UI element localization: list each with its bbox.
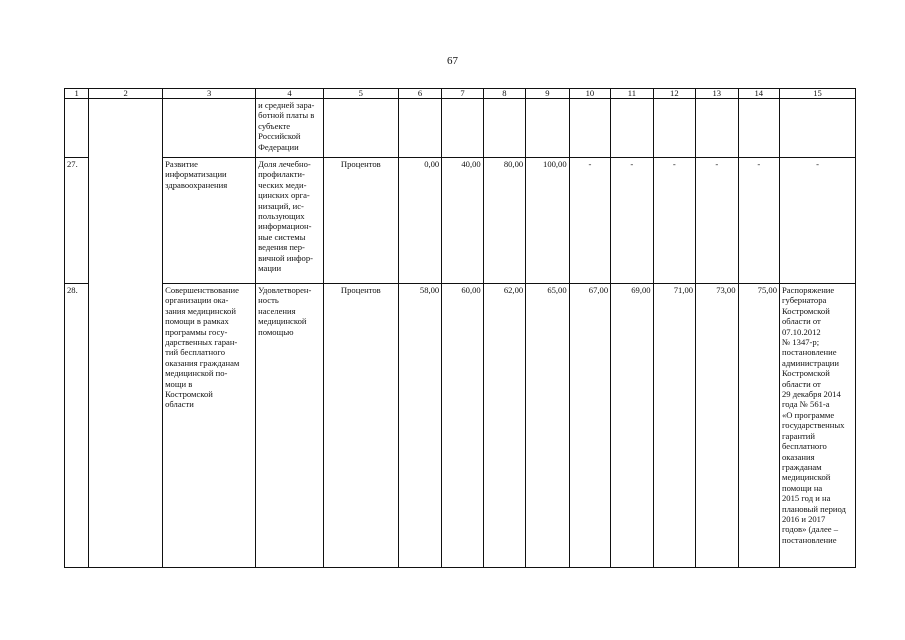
value-cell	[696, 99, 738, 158]
unit: Процентов	[323, 284, 398, 568]
column-number: 11	[611, 89, 653, 99]
column-number: 7	[442, 89, 483, 99]
value-cell: 71,00	[653, 284, 695, 568]
value-cell: 40,00	[442, 158, 483, 284]
legal-basis: Распоряжение губернатора Костромской области от 07.10.2012 № 1347-р; постановление администрации Костромской области от 29 декабря 2014 года № 561-а «О программе государственных гарантий бесплатного оказания гражданам медицинской помощи на 2015 год и на плановый период 2016 и 2017 годов» (далее – постановление	[780, 284, 856, 568]
value-cell: 80,00	[483, 158, 525, 284]
column-number-row	[65, 89, 856, 99]
column-number: 10	[569, 89, 610, 99]
column-2-merged-cell	[89, 99, 163, 568]
value-cell	[569, 99, 610, 158]
unit	[323, 99, 398, 158]
column-number: 13	[696, 89, 738, 99]
event-name: Развитие информатизации здравоохранения	[163, 158, 256, 284]
value-cell: 100,00	[526, 158, 569, 284]
value-cell: -	[653, 158, 695, 284]
value-cell	[483, 99, 525, 158]
column-number: 4	[256, 89, 324, 99]
column-number: 15	[780, 89, 856, 99]
column-number: 1	[65, 89, 89, 99]
table-row	[65, 284, 856, 568]
column-number: 2	[89, 89, 163, 99]
row-number	[65, 99, 89, 158]
value-cell: 58,00	[398, 284, 441, 568]
column-number: 8	[483, 89, 525, 99]
column-number: 12	[653, 89, 695, 99]
value-cell: 65,00	[526, 284, 569, 568]
page-number: 67	[447, 55, 458, 67]
column-number: 6	[398, 89, 441, 99]
value-cell: -	[569, 158, 610, 284]
value-cell: 67,00	[569, 284, 610, 568]
value-cell	[653, 99, 695, 158]
column-number: 9	[526, 89, 569, 99]
value-cell: -	[696, 158, 738, 284]
value-cell: 75,00	[738, 284, 779, 568]
table-row	[65, 99, 856, 158]
value-cell: 73,00	[696, 284, 738, 568]
value-cell: -	[738, 158, 779, 284]
indicator-name: Удовлетворен- ность населения медицинской помощью	[256, 284, 324, 568]
value-cell: 69,00	[611, 284, 653, 568]
column-number: 3	[163, 89, 256, 99]
event-name	[163, 99, 256, 158]
value-cell	[611, 99, 653, 158]
legal-basis	[780, 99, 856, 158]
row-number: 28.	[65, 284, 89, 568]
indicators-table	[64, 88, 856, 568]
value-cell: 60,00	[442, 284, 483, 568]
indicator-name: Доля лечебно- профилакти- ческих меди- цинских орга- низаций, ис- пользующих информацион- ные системы ведения пер- вичной инфор- мации	[256, 158, 324, 284]
legal-basis: -	[780, 158, 856, 284]
column-number: 5	[323, 89, 398, 99]
value-cell: 0,00	[398, 158, 441, 284]
value-cell: 62,00	[483, 284, 525, 568]
unit: Процентов	[323, 158, 398, 284]
row-number: 27.	[65, 158, 89, 284]
value-cell: -	[611, 158, 653, 284]
value-cell	[398, 99, 441, 158]
value-cell	[442, 99, 483, 158]
value-cell	[526, 99, 569, 158]
event-name: Совершенствование организации ока- зания медицинской помощи в рамках программы госу- дарственных гаран- тий бесплатного оказания гражданам медицинской по- мощи в Костромской области	[163, 284, 256, 568]
table-row	[65, 158, 856, 284]
column-number: 14	[738, 89, 779, 99]
value-cell	[738, 99, 779, 158]
indicator-name: и средней зара- ботной платы в субъекте Российской Федерации	[256, 99, 324, 158]
